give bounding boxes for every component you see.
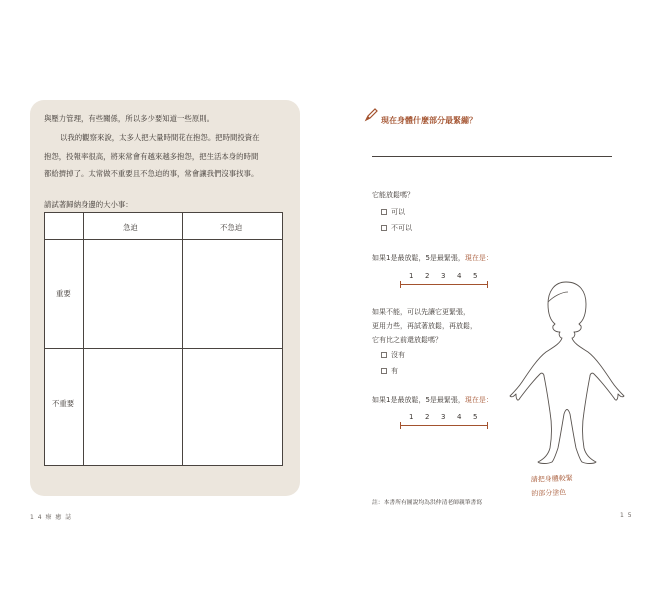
instruction-text: 請試著歸納身邊的大小事：: [44, 200, 133, 209]
scale-number: 3: [441, 413, 446, 421]
checkbox[interactable]: [381, 209, 387, 215]
scale-prompt-2: 如果1是最放鬆，5是最緊張，現在是：: [372, 396, 493, 404]
scale-number: 1: [409, 272, 414, 280]
scale-number: 5: [473, 413, 478, 421]
row-header-not-important: 不重要: [52, 399, 75, 408]
checkbox[interactable]: [381, 352, 387, 358]
paragraph-line: 抱怨，投報率很高，將來常會有越來越多抱怨，把生活本身的時間: [44, 152, 259, 161]
option-no-change[interactable]: 沒有: [381, 350, 405, 360]
scale-number: 2: [425, 272, 430, 280]
row-header-important: 重要: [56, 289, 71, 298]
col-header-not-urgent: 不急迫: [220, 223, 243, 232]
question-tense-then-relax: 如果不能，可以先讓它更緊張， 更用力些，再試著放鬆，再放鬆， 它有比之前還放鬆嗎？: [372, 308, 477, 344]
option-no[interactable]: 不可以: [381, 223, 412, 233]
question-can-relax: 它能放鬆嗎？: [372, 191, 414, 199]
scale-number: 1: [409, 413, 414, 421]
tension-scale-2[interactable]: [400, 413, 488, 433]
option-yes-change[interactable]: 有: [381, 366, 398, 376]
priority-matrix: [44, 212, 283, 466]
figure-caption: 請把身體較緊 的部分塗色: [530, 474, 573, 498]
answer-line: [372, 156, 612, 157]
scale-number: 2: [425, 413, 430, 421]
body-outline-figure[interactable]: [508, 278, 636, 468]
author-note: 註：本書所有圖說均為洪仲清老師親筆書寫: [372, 500, 483, 506]
paragraph-line: 以我的觀察來說，太多人把大量時間花在抱怨。把時間投資在: [60, 133, 260, 142]
pencil-icon: [364, 108, 378, 122]
scale-number: 4: [457, 272, 462, 280]
checkbox[interactable]: [381, 225, 387, 231]
scale-number: 3: [441, 272, 446, 280]
checkbox[interactable]: [381, 368, 387, 374]
scale-number: 5: [473, 272, 478, 280]
col-header-urgent: 急迫: [123, 223, 138, 232]
section-heading: 現在身體什麼部分最緊繃？: [381, 116, 477, 125]
scale-prompt-1: 如果1是最放鬆，5是最緊張，現在是：: [372, 254, 493, 262]
tension-scale-1[interactable]: [400, 272, 488, 292]
page-number-right: 1 5: [620, 512, 633, 519]
paragraph-line: 都給擠掉了。太常做不重要且不急迫的事，常會讓我們沒事找事。: [44, 169, 259, 178]
option-yes[interactable]: 可以: [381, 207, 405, 217]
paragraph-line: 與壓力管理，有些關係，所以多少要知道一些原則。: [44, 114, 214, 123]
page-number-left: 1 4 療 癒 誌: [30, 514, 73, 521]
scale-number: 4: [457, 413, 462, 421]
